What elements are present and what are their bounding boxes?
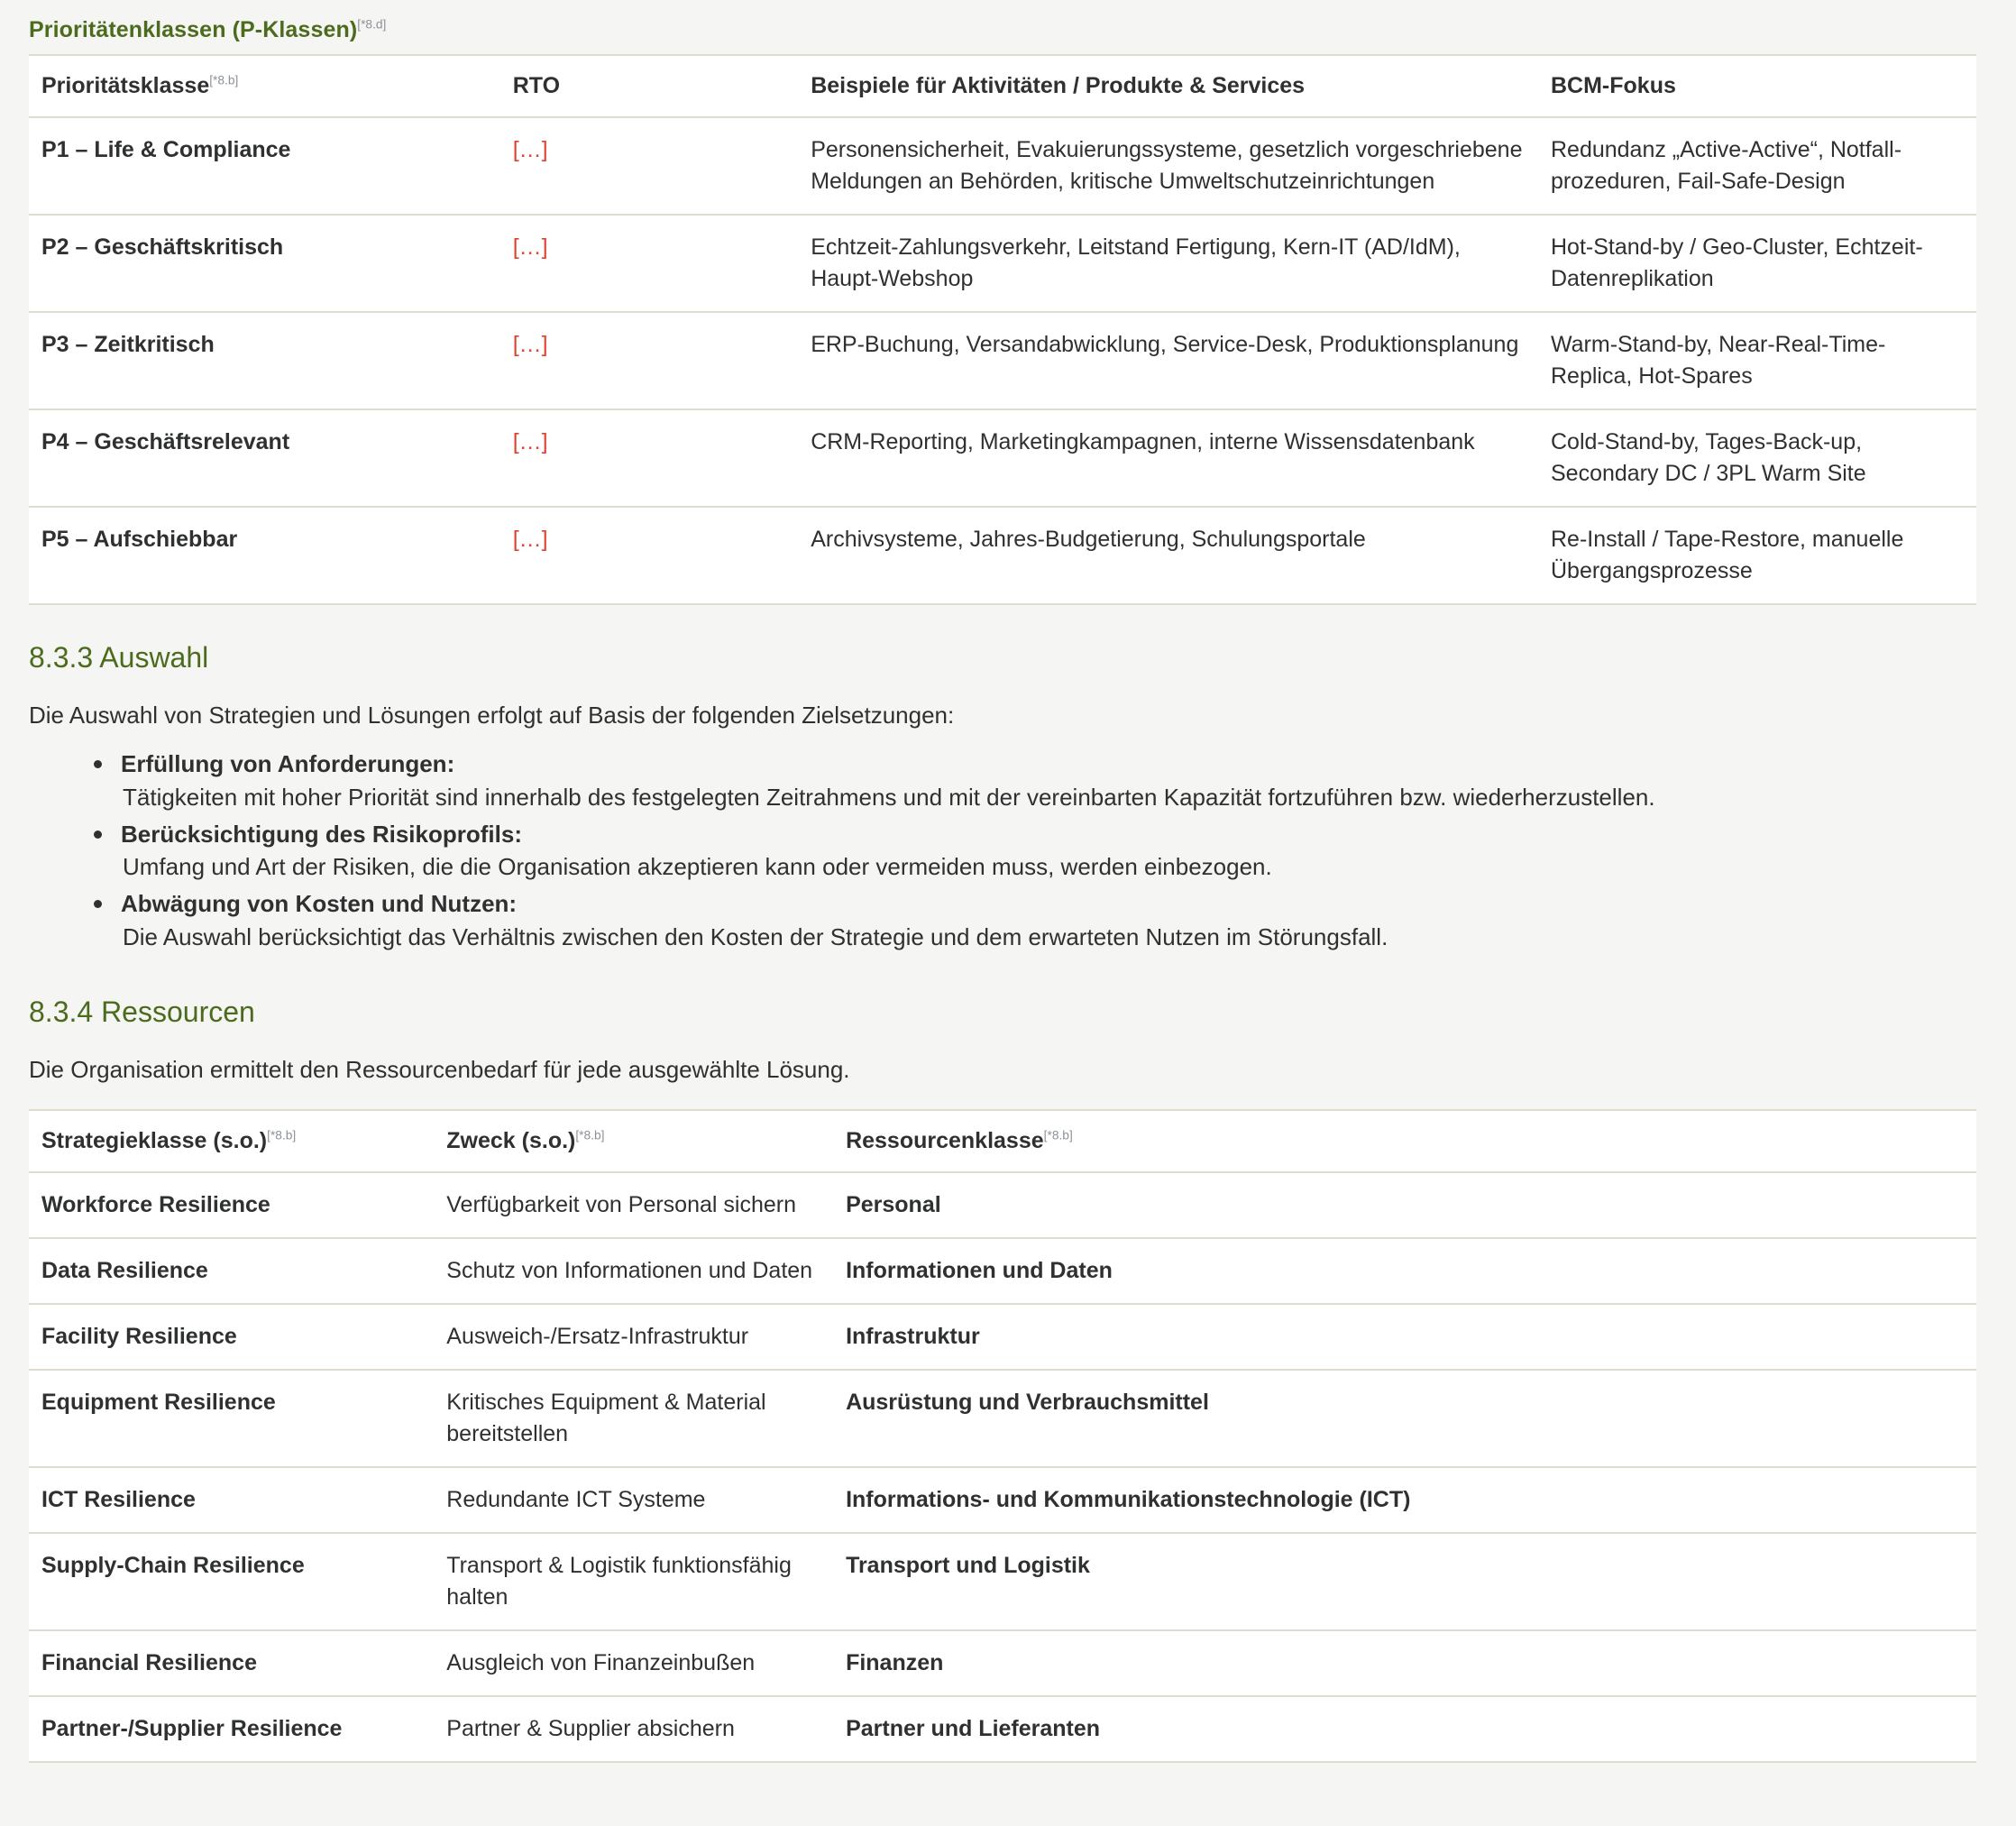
column-header-bcm-fokus [1538,55,1976,117]
column-header-label: Zweck (s.o.) [446,1127,576,1153]
ressourcen-intro-text: Die Organisation ermittelt den Ressourcenbedarf für jede ausgewählte Lösung. [29,1056,850,1084]
column-header-label: Prioritätsklasse [41,73,210,98]
column-header-superscript: [*8.b] [1043,1128,1073,1142]
goal-description: Die Auswahl berücksichtigt das Verhältnis zwischen den Kosten der Strategie und dem erwarteten Nutzen im Störungsfall. [123,923,1388,951]
cell-bcm-fokus: Redundanz „Active-Active“, Notfall-prozeduren, Fail-Safe-Design [1538,117,1976,215]
cell-zweck: Schutz von Informationen und Daten [434,1238,833,1304]
table-row [29,1630,1976,1696]
cell-ressourcenklasse: Partner und Lieferanten [833,1696,1976,1762]
resources-table-wrapper [29,1097,1976,1766]
cell-zweck: Partner & Supplier absichern [434,1696,833,1762]
cell-zweck: Kritisches Equipment & Material bereitstellen [434,1370,833,1467]
column-header-beispiele [798,55,1538,117]
cell-prioritaetsklasse: P5 – Aufschiebbar [29,507,500,604]
table-row [29,1172,1976,1238]
table-row [29,1467,1976,1533]
table-row [29,1238,1976,1304]
column-header-zweck [434,1110,833,1172]
cell-beispiele: ERP-Buchung, Versandabwicklung, Service-Desk, Produktionsplanung [798,312,1538,409]
cell-bcm-fokus: Hot-Stand-by / Geo-Cluster, Echtzeit-Datenreplikation [1538,215,1976,312]
cell-strategieklasse: Equipment Resilience [29,1370,434,1467]
section-heading-ressourcen: 8.3.4 Ressourcen [29,996,255,1029]
goal-title: Berücksichtigung des Risikoprofils: [121,820,522,848]
cell-zweck: Redundante ICT Systeme [434,1467,833,1533]
column-header-label: BCM-Fokus [1550,73,1676,98]
auswahl-intro-text: Die Auswahl von Strategien und Lösungen erfolgt auf Basis der folgenden Zielsetzungen: [29,702,955,729]
cell-prioritaetsklasse: P1 – Life & Compliance [29,117,500,215]
resources-table [29,1109,1976,1763]
cell-ressourcenklasse: Informationen und Daten [833,1238,1976,1304]
priority-classes-table-wrapper [29,54,1976,609]
column-header-label: Ressourcenklasse [846,1127,1044,1153]
priority-classes-table-body [29,117,1976,604]
table-row [29,312,1976,409]
cell-ressourcenklasse: Infrastruktur [833,1304,1976,1370]
goal-description: Tätigkeiten mit hoher Priorität sind innerhalb des festgelegten Zeitrahmens und mit der vereinbarten Kapazität fortzuführen bzw. wiederherzustellen. [123,783,1655,811]
cell-strategieklasse: Workforce Resilience [29,1172,434,1238]
cell-zweck: Ausweich-/Ersatz-Infrastruktur [434,1304,833,1370]
priority-classes-title [29,0,1976,54]
priority-classes-title-superscript: [*8.d] [357,17,387,32]
column-header-strategieklasse [29,1110,434,1172]
column-header-rto [500,55,798,117]
resources-table-body [29,1172,1976,1762]
cell-prioritaetsklasse: P3 – Zeitkritisch [29,312,500,409]
list-item [87,748,1976,818]
goal-title: Abwägung von Kosten und Nutzen: [121,890,518,918]
cell-zweck: Transport & Logistik funktionsfähig halten [434,1533,833,1630]
table-row [29,1696,1976,1762]
cell-zweck: Verfügbarkeit von Personal sichern [434,1172,833,1238]
cell-rto: […] [500,507,798,604]
table-row [29,1533,1976,1630]
cell-strategieklasse: Financial Resilience [29,1630,434,1696]
cell-strategieklasse: Facility Resilience [29,1304,434,1370]
cell-ressourcenklasse: Transport und Logistik [833,1533,1976,1630]
cell-beispiele: CRM-Reporting, Marketingkampagnen, interne Wissensdatenbank [798,409,1538,507]
goal-title: Erfüllung von Anforderungen: [121,749,455,777]
cell-rto: […] [500,312,798,409]
table-row [29,409,1976,507]
cell-beispiele: Archivsysteme, Jahres-Budgetierung, Schulungsportale [798,507,1538,604]
column-header-prioritaetsklasse [29,55,500,117]
table-row [29,507,1976,604]
table-header-row [29,1110,1976,1172]
cell-prioritaetsklasse: P2 – Geschäftskritisch [29,215,500,312]
section-heading-auswahl: 8.3.3 Auswahl [29,641,209,674]
column-header-label: Strategieklasse (s.o.) [41,1127,268,1153]
cell-prioritaetsklasse: P4 – Geschäftsrelevant [29,409,500,507]
cell-strategieklasse: Supply-Chain Resilience [29,1533,434,1630]
list-item [87,818,1976,888]
table-row [29,117,1976,215]
cell-strategieklasse: ICT Resilience [29,1467,434,1533]
cell-zweck: Ausgleich von Finanzeinbußen [434,1630,833,1696]
cell-rto: […] [500,215,798,312]
priority-classes-title-text: Prioritätenklassen (P-Klassen) [29,17,358,42]
cell-ressourcenklasse: Ausrüstung und Verbrauchsmittel [833,1370,1976,1467]
cell-bcm-fokus: Cold-Stand-by, Tages-Back-up, Secondary DC / 3PL Warm Site [1538,409,1976,507]
table-row [29,215,1976,312]
goal-description: Umfang und Art der Risiken, die die Organisation akzeptieren kann oder vermeiden muss, werden einbezogen. [123,853,1272,881]
cell-ressourcenklasse: Personal [833,1172,1976,1238]
cell-strategieklasse: Data Resilience [29,1238,434,1304]
cell-bcm-fokus: Warm-Stand-by, Near-Real-Time-Replica, Hot-Spares [1538,312,1976,409]
cell-bcm-fokus: Re-Install / Tape-Restore, manuelle Übergangsprozesse [1538,507,1976,604]
priority-classes-table-head [29,55,1976,117]
priority-classes-table [29,54,1976,605]
table-header-row [29,55,1976,117]
column-header-superscript: [*8.b] [267,1128,297,1142]
auswahl-goals-list [29,742,1976,963]
column-header-label: RTO [512,73,561,98]
cell-ressourcenklasse: Finanzen [833,1630,1976,1696]
cell-rto: […] [500,409,798,507]
column-header-superscript: [*8.b] [209,73,239,87]
list-item [87,887,1976,958]
cell-rto: […] [500,117,798,215]
resources-table-head [29,1110,1976,1172]
page-bottom-spacer [29,1766,1976,1826]
cell-beispiele: Personensicherheit, Evakuierungssysteme, gesetzlich vorgeschriebene Meldungen an Behörden, kritische Umweltschutzeinrichtungen [798,117,1538,215]
cell-strategieklasse: Partner-/Supplier Resilience [29,1696,434,1762]
cell-ressourcenklasse: Informations- und Kommunikationstechnologie (ICT) [833,1467,1976,1533]
column-header-superscript: [*8.b] [575,1128,605,1142]
column-header-ressourcenklasse [833,1110,1976,1172]
table-row [29,1370,1976,1467]
column-header-label: Beispiele für Aktivitäten / Produkte & Services [811,73,1306,98]
table-row [29,1304,1976,1370]
cell-beispiele: Echtzeit-Zahlungsverkehr, Leitstand Fertigung, Kern-IT (AD/IdM), Haupt-Webshop [798,215,1538,312]
